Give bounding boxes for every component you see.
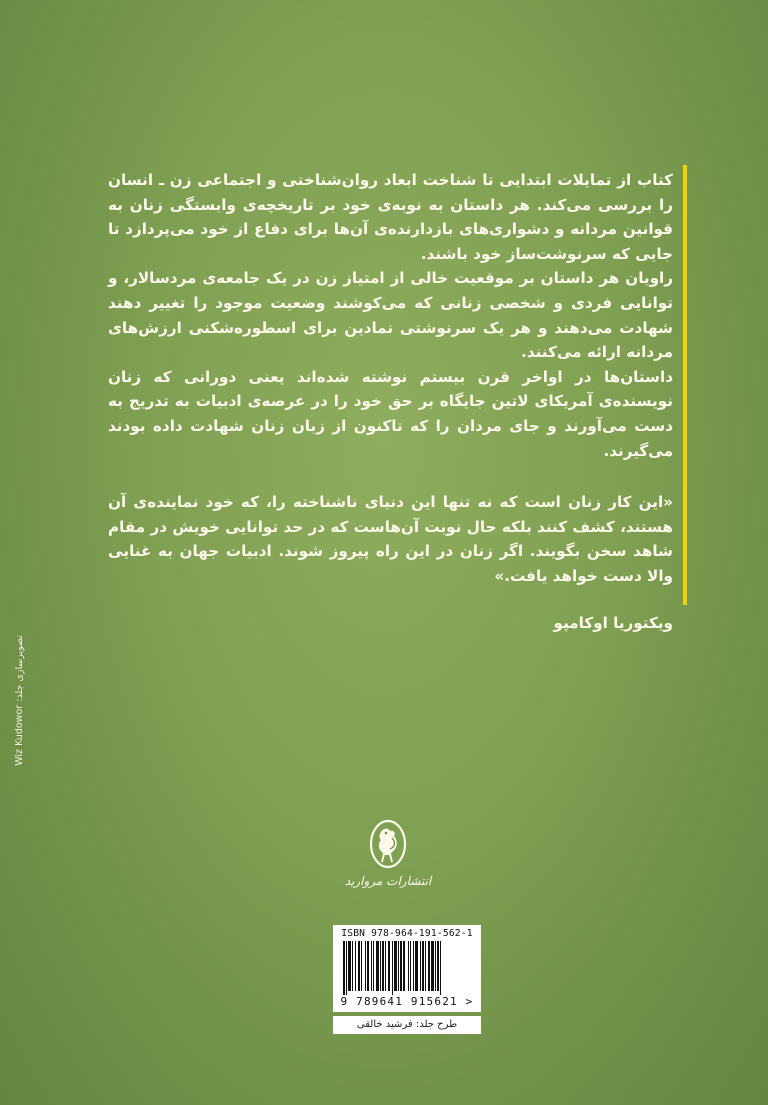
barcode-bar	[355, 941, 356, 991]
isbn-barcode	[333, 925, 481, 1012]
barcode-bar	[415, 941, 418, 991]
barcode-bar	[371, 941, 372, 991]
quote-author: ویکتوریا اوکامپو	[553, 613, 673, 632]
barcode-bar	[435, 941, 436, 991]
back-cover-blurb	[108, 168, 673, 635]
barcode-bar	[413, 941, 414, 991]
blurb-quote: «این کار زنان است که نه تنها این دنیای ناشناخته را، که خود نماینده‌ی آن هستند، کشف کنند بلکه حال نوبت آن‌هاست که در حد توانایی خویش در مقام شاهد سخن بگویند. اگر زنان در این راه پیروز شوند. ادبیات جهان به غنایی والا دست خواهد یافت.»	[108, 493, 673, 585]
barcode-bar	[385, 941, 386, 991]
publisher-name: انتشارات مروارید	[344, 874, 432, 888]
barcode-bar	[373, 941, 374, 991]
barcode-bar	[398, 941, 399, 991]
barcode-bar	[388, 941, 390, 991]
barcode-bar	[392, 941, 393, 995]
barcode-bar	[382, 941, 384, 991]
barcode-digits: 9 789641 915621 >	[340, 995, 474, 1008]
barcode-bar	[437, 941, 439, 991]
barcode-bar	[425, 941, 426, 991]
barcode-bar	[365, 941, 366, 991]
isbn-label: ISBN 978-964-191-562-1	[341, 928, 473, 939]
barcode-bar	[376, 941, 379, 991]
blurb-paragraph-1: کتاب از تمایلات ابتدایی تا شناخت ابعاد روان‌شناختی و اجتماعی زن ـ انسان را بررسی می‌کند. هر داستان به نوبه‌ی خود بر تاریخچه‌ی وابستگی زنان به قوانین مردانه و دشواری‌های بازدارنده‌ی آن‌ها برای دفاع از خود می‌پردازد تا جایی که سرنوشت‌ساز خود باشند.	[108, 171, 673, 263]
publisher-mark	[340, 818, 436, 888]
barcode-bars	[339, 941, 475, 995]
barcode-bar	[343, 941, 345, 995]
blurb-paragraph-3: داستان‌ها در اواخر قرن بیستم نوشته شده‌اند یعنی دورانی که زنان نویسنده‌ی آمریکای لاتین جایگاه بر حق خود را در عرصه‌ی ادبیات به تدریج به دست می‌آورند و جای مردان را که تاکنون از زبان زنان شهادت داده بودند می‌گیرند.	[108, 367, 673, 460]
barcode-bar	[408, 941, 409, 991]
barcode-bar	[403, 941, 405, 991]
barcode-bar	[420, 941, 421, 991]
barcode-bar	[361, 941, 362, 991]
barcode-bar	[348, 941, 351, 991]
barcode-bar	[431, 941, 434, 991]
accent-bar	[683, 165, 687, 605]
barcode-bar	[358, 941, 360, 991]
cover-designer-credit: طرح جلد: فرشید خالقی	[333, 1016, 481, 1034]
barcode-bar	[428, 941, 430, 991]
barcode-bar	[346, 941, 347, 995]
barcode-bar	[367, 941, 369, 991]
barcode-bar	[440, 941, 441, 995]
barcode-bar	[410, 941, 411, 991]
blurb-paragraph-2: راویان هر داستان بر موقعیت خالی از امتیاز زن در یک جامعه‌ی مردسالار، و توانایی فردی و شخصی زنانی که می‌کوشند وضعیت موجود را تغییر دهند شهادت می‌دهند و هر یک سرنوشتی نمادین برای اسطوره‌شکنی ارزش‌های مردانه ارائه می‌کنند.	[108, 269, 673, 362]
barcode-bar	[400, 941, 402, 991]
barcode-bar	[422, 941, 424, 991]
barcode-bar	[380, 941, 381, 991]
illustration-credit: تصویرسازی جلد: Wiz Kudowor	[14, 635, 25, 766]
bird-logo-icon	[368, 818, 408, 870]
barcode-bar	[394, 941, 397, 991]
barcode-bar	[352, 941, 353, 991]
